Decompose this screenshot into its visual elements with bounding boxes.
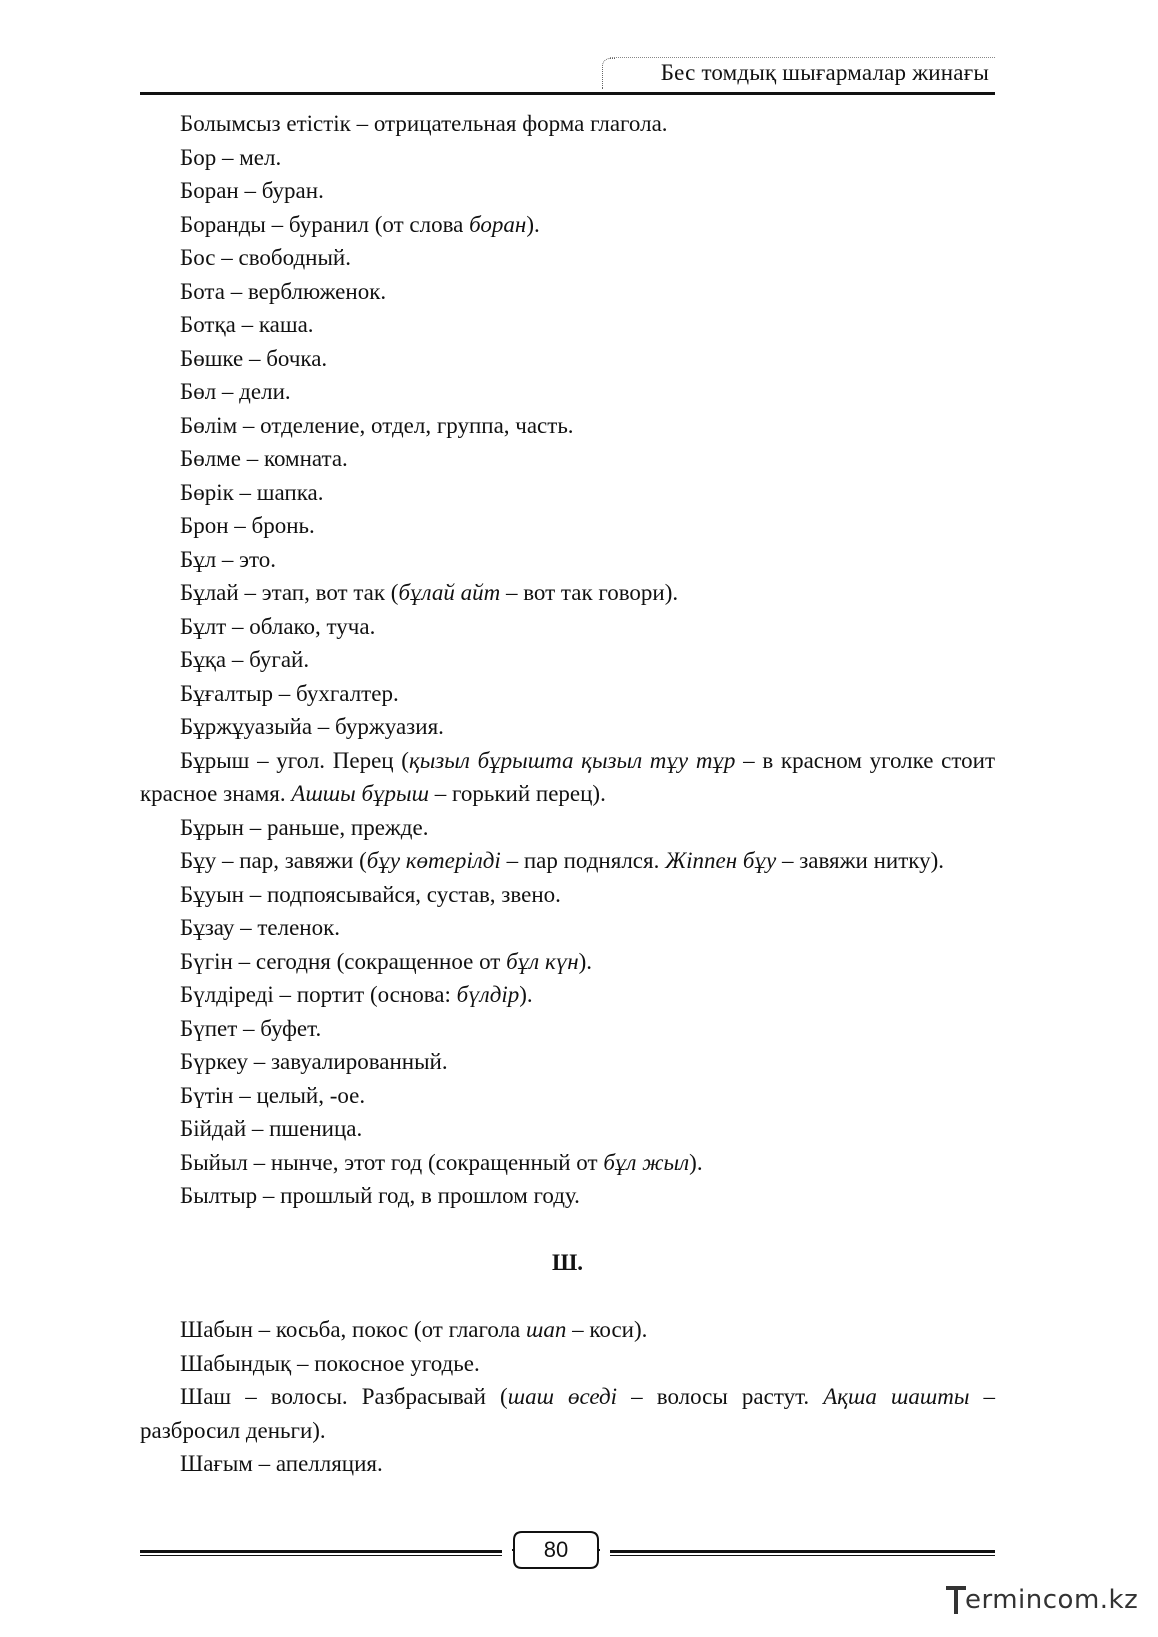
entry-text: ). <box>689 1149 703 1175</box>
entry-text: Боранды – буранил (от слова <box>180 211 470 237</box>
glossary-entry <box>140 677 995 711</box>
entry-text: ). <box>526 211 540 237</box>
glossary-entry <box>140 375 995 409</box>
glossary-entry <box>140 543 995 577</box>
entry-text: Быйыл – нынче, этот год (сокращенный от <box>180 1149 604 1175</box>
entry-text: Бүгін – сегодня (сокращенное от <box>180 948 507 974</box>
page-footer <box>140 1528 995 1578</box>
glossary-entry <box>140 978 995 1012</box>
glossary-entry <box>140 1179 995 1213</box>
glossary-entry <box>140 174 995 208</box>
glossary-list-sh <box>140 1313 995 1481</box>
watermark-text: ermincom.kz <box>965 1585 1139 1615</box>
entry-text: Бүтін – целый, -ое. <box>180 1082 366 1108</box>
entry-text: Брон – бронь. <box>180 513 315 538</box>
glossary-entry <box>140 1313 995 1347</box>
entry-example: Ашшы бұрыш <box>291 781 429 806</box>
glossary-entry <box>140 1045 995 1079</box>
glossary-entry <box>140 342 995 376</box>
glossary-entry <box>140 844 995 878</box>
entry-text: Бұуын – подпоясывайся, сустав, звено. <box>180 881 561 907</box>
entry-example: Жіппен бұу <box>665 848 777 873</box>
footer-rule-left <box>140 1550 502 1556</box>
entry-text: Шаш – волосы. Разбрасывай ( <box>180 1384 508 1409</box>
entry-text: Бійдай – пшеница. <box>180 1116 363 1141</box>
glossary-entry <box>140 643 995 677</box>
running-header <box>140 52 995 96</box>
entry-example: бұл жыл <box>603 1149 690 1175</box>
entry-text: Бөл – дели. <box>180 379 291 404</box>
entry-text: Бұзау – теленок. <box>180 915 341 940</box>
page-number-frame <box>512 1530 600 1570</box>
entry-example: шап <box>526 1317 567 1342</box>
entry-text: Бұу – пар, завяжи ( <box>180 848 367 873</box>
glossary-entry <box>140 509 995 543</box>
entry-text: Боран – буран. <box>180 178 324 203</box>
entry-text: Бұрыш – угол. Перец ( <box>180 747 409 773</box>
glossary-list-b <box>140 107 995 1213</box>
glossary-entry <box>140 141 995 175</box>
entry-text: Бұқа – бугай. <box>180 647 310 672</box>
entry-text: – разбросил деньги). <box>140 1384 996 1443</box>
entry-text: Шағым – апелляция. <box>180 1451 383 1476</box>
glossary-entry <box>140 275 995 309</box>
page-number: 80 <box>543 1537 569 1562</box>
glossary-entry <box>140 945 995 979</box>
entry-text: – коси). <box>566 1317 648 1342</box>
entry-example: Ақша шашты <box>823 1384 970 1409</box>
t-logo-icon <box>945 1584 967 1616</box>
glossary-body <box>140 107 995 1481</box>
entry-text: Ботқа – каша. <box>180 312 314 337</box>
glossary-entry <box>140 911 995 945</box>
entry-example: шаш өседі <box>507 1384 618 1409</box>
entry-text: Бүркеу – завуалированный. <box>180 1049 448 1074</box>
footer-rule-right <box>610 1550 995 1556</box>
header-title: Бес томдық шығармалар жинағы <box>660 60 989 85</box>
glossary-entry <box>140 576 995 610</box>
spacer <box>140 1280 995 1314</box>
entry-text: Бота – верблюженок. <box>180 278 387 304</box>
entry-text: Былтыр – прошлый год, в прошлом году. <box>180 1183 580 1208</box>
section-heading: Ш. <box>551 1250 583 1275</box>
entry-text: Шабын – косьба, покос (от глагола <box>180 1317 527 1342</box>
entry-text: Бұлай – этап, вот так ( <box>180 580 399 605</box>
glossary-entry <box>140 811 995 845</box>
entry-text: Бұғалтыр – бухгалтер. <box>180 680 399 706</box>
glossary-entry <box>140 409 995 443</box>
glossary-entry <box>140 744 995 811</box>
spacer <box>140 1213 995 1247</box>
entry-text: Бөшке – бочка. <box>180 345 328 371</box>
glossary-entry <box>140 610 995 644</box>
glossary-entry <box>140 308 995 342</box>
entry-text: Бөлме – комната. <box>180 446 348 471</box>
entry-text: – пар поднялся. <box>500 848 666 873</box>
entry-text: ). <box>519 982 533 1007</box>
entry-text: Бұл – это. <box>180 546 277 572</box>
entry-text: – завяжи нитку). <box>776 848 945 873</box>
glossary-entry <box>140 1112 995 1146</box>
glossary-entry <box>140 878 995 912</box>
entry-text: Бор – мел. <box>180 144 282 170</box>
glossary-entry <box>140 1146 995 1180</box>
watermark <box>945 1582 1150 1622</box>
glossary-entry <box>140 1447 995 1481</box>
entry-text: – вот так говори). <box>500 580 679 605</box>
entry-text: Бүлдіреді – портит (основа: <box>180 982 457 1007</box>
entry-example: бұлай айт <box>398 580 501 605</box>
glossary-entry <box>140 107 995 141</box>
entry-text: Бұржұуазыйа – буржуазия. <box>180 714 444 739</box>
glossary-entry <box>140 241 995 275</box>
glossary-entry <box>140 1347 995 1381</box>
entry-text: Бос – свободный. <box>180 245 351 270</box>
entry-text: Бұрын – раньше, прежде. <box>180 814 429 840</box>
entry-text: Бөлім – отделение, отдел, группа, часть. <box>180 412 574 438</box>
glossary-entry <box>140 1012 995 1046</box>
glossary-entry <box>140 1380 995 1447</box>
glossary-entry <box>140 476 995 510</box>
glossary-entry <box>140 208 995 242</box>
entry-example: бұл күн <box>506 948 579 974</box>
entry-text: Шабындық – покосное угодье. <box>180 1350 480 1376</box>
entry-example: боран <box>469 211 527 237</box>
entry-text: – горький перец). <box>429 781 606 806</box>
entry-text: Бүпет – буфет. <box>180 1015 322 1041</box>
entry-example: бұу көтерілді <box>366 848 501 873</box>
entry-example: бүлдір <box>456 982 520 1007</box>
header-rule <box>140 92 995 95</box>
entry-text: Болымсыз етістік – отрицательная форма глагола. <box>180 111 668 136</box>
entry-text: Бөрік – шапка. <box>180 479 324 505</box>
header-bracket-ornament <box>602 58 615 89</box>
entry-text: – волосы растут. <box>617 1384 824 1409</box>
entry-text: – в красном уголке стоит красное знамя. <box>140 747 995 806</box>
glossary-entry <box>140 710 995 744</box>
header-dotted-line <box>610 57 995 58</box>
glossary-entry <box>140 1079 995 1113</box>
glossary-entry <box>140 442 995 476</box>
entry-text: ). <box>578 948 593 974</box>
entry-example: қызыл бұрышта қызыл тұу тұр <box>408 747 736 773</box>
entry-text: Бұлт – облако, туча. <box>180 613 376 639</box>
